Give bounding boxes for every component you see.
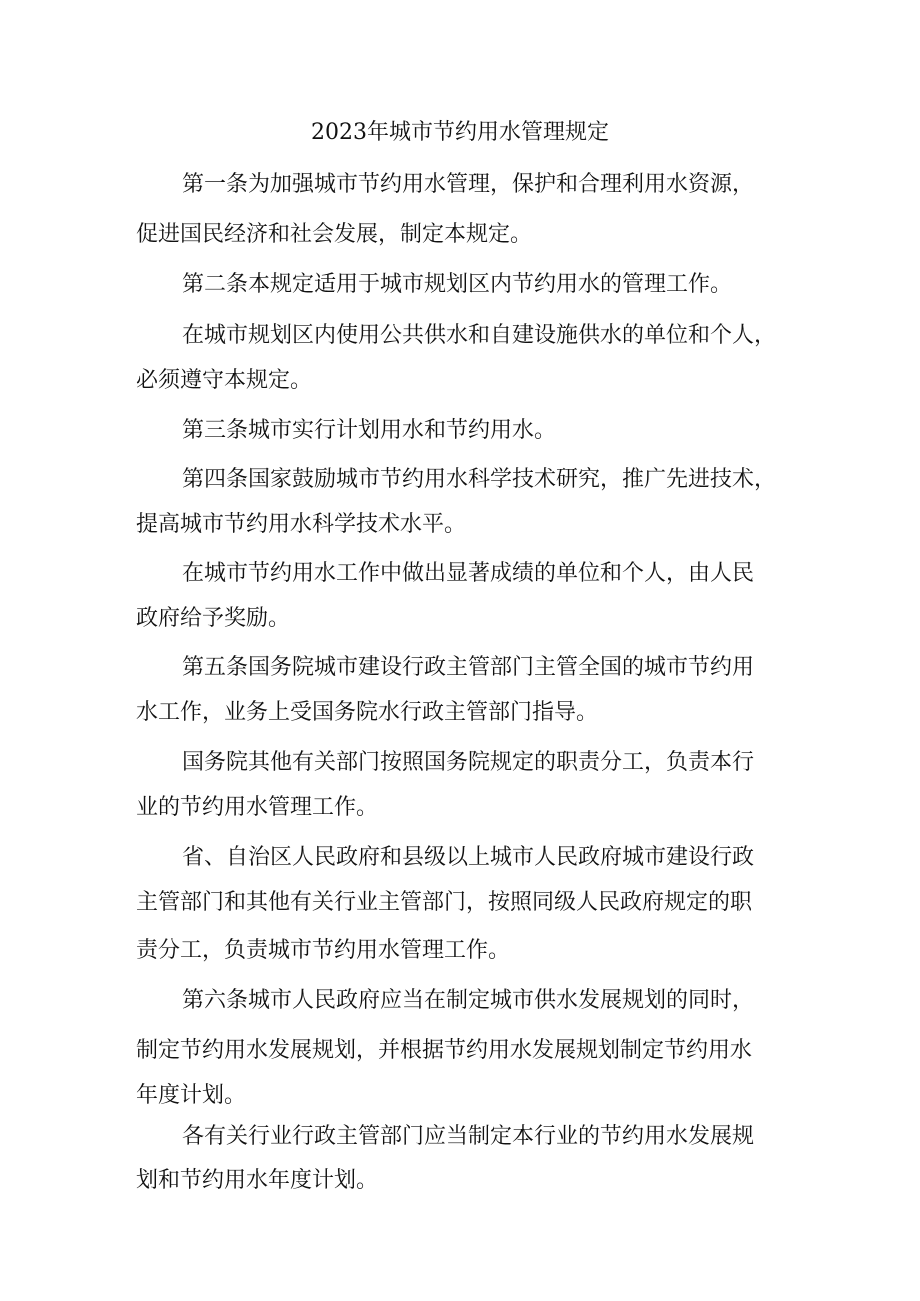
text-line-10: 政府给予奖励。: [136, 606, 291, 631]
text-line-20: 年度计划。: [136, 1083, 247, 1108]
text-line-16: 主管部门和其他有关行业主管部门，按照同级人民政府规定的职: [136, 890, 753, 915]
text-line-4: 在城市规划区内使用公共供水和自建设施供水的单位和个人，: [182, 323, 777, 348]
text-line-8: 提高城市节约用水科学技术水平。: [136, 512, 467, 537]
text-line-5: 必须遵守本规定。: [136, 368, 313, 393]
text-line-15: 省、自治区人民政府和县级以上城市人民政府城市建设行政: [182, 845, 755, 870]
text-line-6: 第三条城市实行计划用水和节约用水。: [182, 418, 557, 443]
text-line-9: 在城市节约用水工作中做出显著成绩的单位和个人，由人民: [182, 561, 755, 586]
text-line-11: 第五条国务院城市建设行政主管部门主管全国的城市节约用: [182, 655, 755, 680]
text-line-19: 制定节约用水发展规划，并根据节约用水发展规划制定节约用水: [136, 1038, 753, 1063]
text-line-7: 第四条国家鼓励城市节约用水科学技术研究，推广先进技术，: [182, 467, 777, 492]
text-line-17: 责分工，负责城市节约用水管理工作。: [136, 938, 511, 963]
text-line-22: 划和节约用水年度计划。: [136, 1168, 379, 1193]
text-line-3: 第二条本规定适用于城市规划区内节约用水的管理工作。: [182, 272, 733, 297]
text-line-2: 促进国民经济和社会发展，制定本规定。: [136, 222, 533, 247]
document-title: 2023年城市节约用水管理规定: [311, 120, 609, 145]
text-line-18: 第六条城市人民政府应当在制定城市供水发展规划的同时，: [182, 988, 755, 1013]
text-line-13: 国务院其他有关部门按照国务院规定的职责分工，负责本行: [182, 750, 755, 775]
text-line-1: 第一条为加强城市节约用水管理，保护和合理利用水资源，: [182, 172, 755, 197]
text-line-12: 水工作，业务上受国务院水行政主管部门指导。: [136, 700, 599, 725]
text-line-21: 各有关行业行政主管部门应当制定本行业的节约用水发展规: [182, 1124, 755, 1149]
text-line-14: 业的节约用水管理工作。: [136, 795, 379, 820]
